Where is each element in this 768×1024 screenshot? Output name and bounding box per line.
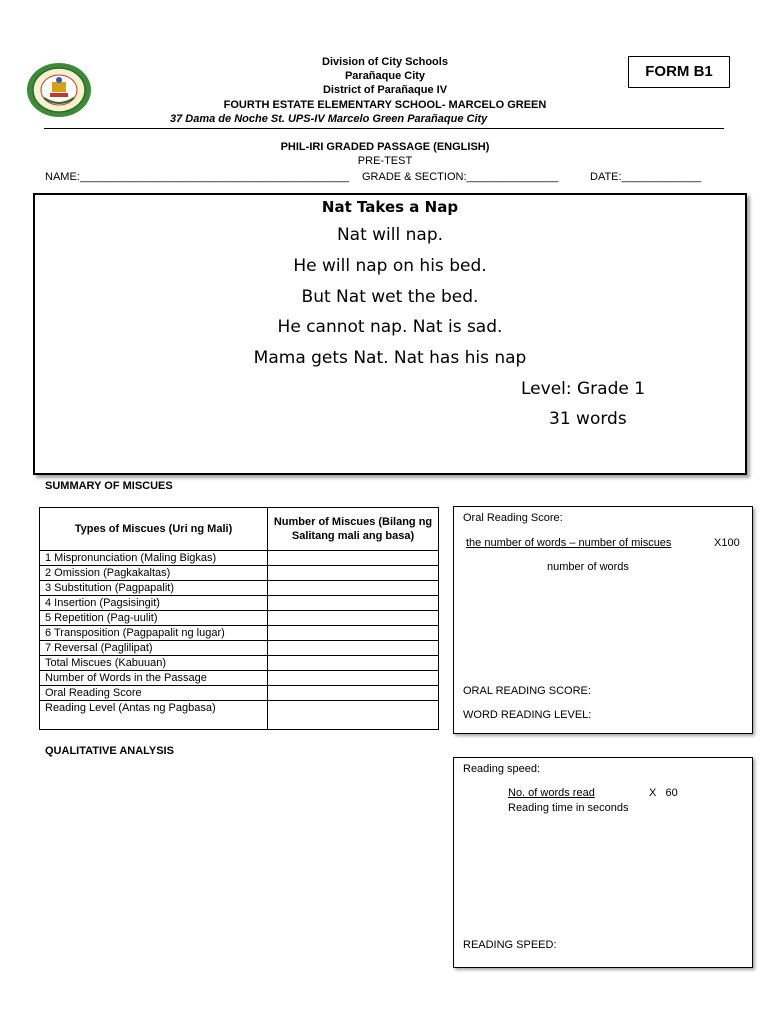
school-address: 37 Dama de Noche St. UPS-IV Marcelo Green Parañaque City [170, 113, 488, 125]
reading-speed-label: READING SPEED: [463, 939, 557, 951]
row-value-cell[interactable] [268, 551, 439, 566]
table-header-row [40, 508, 439, 551]
table-row [40, 656, 439, 671]
row-label: Number of Words in the Passage [40, 671, 268, 686]
oral-formula-multiplier: X100 [714, 537, 740, 549]
table-row [40, 701, 439, 730]
table-row [40, 581, 439, 596]
row-value-cell[interactable] [268, 581, 439, 596]
table-row [40, 596, 439, 611]
qualitative-heading: QUALITATIVE ANALYSIS [45, 745, 174, 757]
oral-formula-denominator: number of words [547, 561, 629, 573]
summary-heading: SUMMARY OF MISCUES [45, 480, 173, 492]
passage-level: Level: Grade 1 [521, 379, 646, 399]
speed-formula-denominator: Reading time in seconds [508, 802, 629, 814]
passage-box [33, 193, 747, 475]
school-seal-logo [26, 62, 92, 118]
row-label: 7 Reversal (Paglilipat) [40, 641, 268, 656]
row-value-cell[interactable] [268, 701, 439, 730]
division-line: Division of City Schools [322, 56, 448, 68]
oral-reading-score-box [453, 506, 753, 734]
row-label: 1 Mispronunciation (Maling Bigkas) [40, 551, 268, 566]
row-value-cell[interactable] [268, 626, 439, 641]
row-label: 4 Insertion (Pagsisingit) [40, 596, 268, 611]
header-divider [44, 128, 724, 129]
row-label: 5 Repetition (Pag-uulit) [40, 611, 268, 626]
passage-line: Mama gets Nat. Nat has his nap [253, 348, 527, 368]
form-label-box: FORM B1 [628, 56, 730, 88]
column-header-count: Number of Miscues (Bilang ng Salitang mali ang basa) [268, 508, 439, 551]
passage-line: He cannot nap. Nat is sad. [277, 317, 503, 337]
district-line: District of Parañaque IV [322, 84, 448, 96]
word-reading-level-label: WORD READING LEVEL: [463, 709, 592, 721]
oral-formula-numerator: the number of words – number of miscues [466, 537, 672, 549]
table-row [40, 671, 439, 686]
city-line: Parañaque City [344, 70, 426, 82]
row-label: 6 Transposition (Pagpapalit ng lugar) [40, 626, 268, 641]
table-row [40, 551, 439, 566]
school-name: FOURTH ESTATE ELEMENTARY SCHOOL- MARCELO GREEN [223, 99, 547, 111]
row-label: Reading Level (Antas ng Pagbasa) [40, 701, 268, 730]
reading-speed-box [453, 757, 753, 968]
row-value-cell[interactable] [268, 656, 439, 671]
row-label: Total Miscues (Kabuuan) [40, 656, 268, 671]
row-value-cell[interactable] [268, 566, 439, 581]
row-value-cell[interactable] [268, 671, 439, 686]
table-row [40, 686, 439, 701]
table-row [40, 641, 439, 656]
column-header-types: Types of Miscues (Uri ng Mali) [40, 508, 268, 551]
document-title: PHIL-IRI GRADED PASSAGE (ENGLISH) [280, 141, 490, 153]
oral-score-title: Oral Reading Score: [463, 512, 563, 524]
passage-word-count: 31 words [549, 409, 627, 429]
row-label: 2 Omission (Pagkakaltas) [40, 566, 268, 581]
table-row [40, 566, 439, 581]
passage-line: He will nap on his bed. [293, 256, 487, 276]
table-row [40, 611, 439, 626]
reading-speed-title: Reading speed: [463, 763, 541, 775]
row-value-cell[interactable] [268, 611, 439, 626]
name-field[interactable]: NAME:____________________________________________ [45, 171, 350, 183]
passage-title: Nat Takes a Nap [321, 198, 459, 216]
row-value-cell[interactable] [268, 686, 439, 701]
miscues-table [39, 507, 439, 730]
row-label: 3 Substitution (Pagpapalit) [40, 581, 268, 596]
passage-line: But Nat wet the bed. [301, 287, 479, 307]
date-field[interactable]: DATE:_____________ [590, 171, 702, 183]
speed-formula-multiplier: X 60 [649, 787, 678, 799]
passage-line: Nat will nap. [336, 225, 444, 245]
speed-formula-numerator: No. of words read [508, 787, 595, 799]
row-value-cell[interactable] [268, 641, 439, 656]
grade-section-field[interactable]: GRADE & SECTION:_______________ [362, 171, 559, 183]
table-row [40, 626, 439, 641]
row-label: Oral Reading Score [40, 686, 268, 701]
row-value-cell[interactable] [268, 596, 439, 611]
test-type: PRE-TEST [357, 155, 413, 167]
oral-score-label: ORAL READING SCORE: [463, 685, 591, 697]
